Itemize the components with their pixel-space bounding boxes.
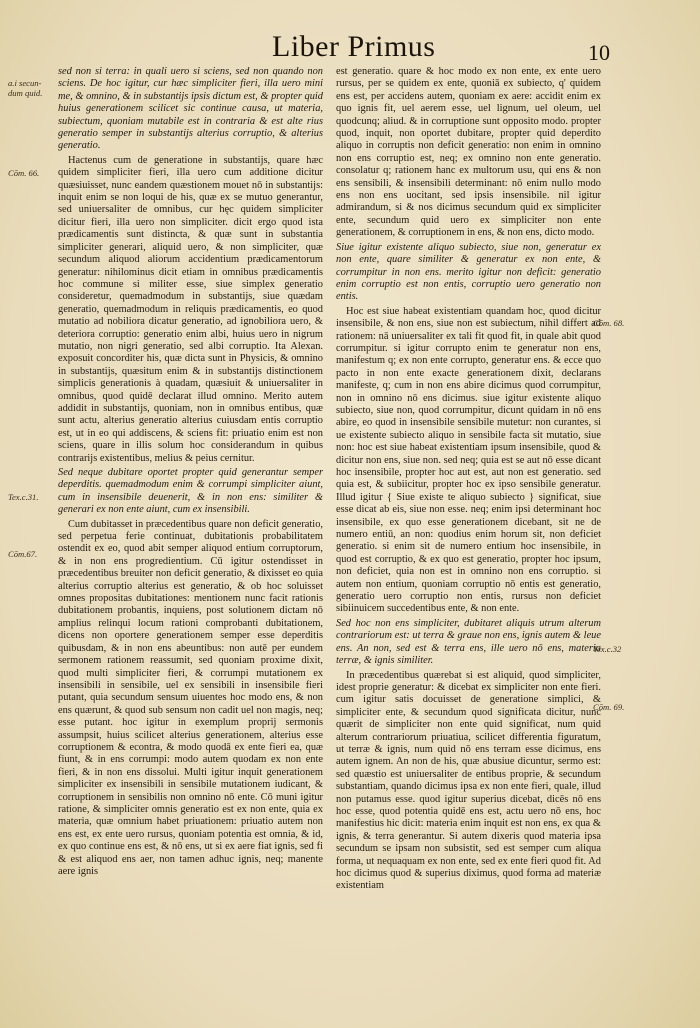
right-column-paragraph: Hoc est siue habeat existentiam quandam hoc, quod dicitur insensibile, & non ens, siue non est subiectum, nihil differt ad rationem: nā uniuersaliter ex tali fit quod fit, in quale abit quod corrumpitur. si igitur corrupto enim te generatur non ens, manifestum q; ex non ente corrupto, generatur ens. & ecce quo pacto in non ente exacte generationem dixit, declarans manifeste, q; cum in non ens abire dicimus quod corrumpitur, non in omnino nō ens dicimus. siue igitur existente aliquo subiecto, siue non, quod corrumpitur, dicunt quidam in nō ens abire, eo quod in insensibile sensibile mutetur: non curantes, si ue existente subiecto aliquo in sensibile facta sit mutatio, siue non: hoc est siue habeat existentiam ipsum insensibile, quod & dicitur non ens, siue non. sed neq; quia est se aut nō esse dicant hoc insensibile, propter hoc aut est, aut non est generatio. sed quia est, & subiicitur, propter hoc ex ipso sensibile generatur. Illud igitur { Siue existe te aliquo subiecto } significat, siue esse dicat ab eis, siue non esse. neq; enim ipsi determinant hoc insensibile, ex quo esse generationem dicebant, sit ne de numero entiū, an non: quodius enim horum sit, non deficiet generatio. si enim sit de numero entium hoc insensibile, in quod est corruptio, & ex quo est generatio, propter hoc ipsum, non deficiet, quia non est in omnino non ens corruptio. si autem non entium, quoniam corruptio nō entis est generatio, generatio uero corruptio non entis, rursus non deficiet sibiinuicem succedentibus ente, & non ente. [336, 305, 601, 615]
right-column-paragraph: In præcedentibus quærebat si est aliquid, quod simpliciter, idest proprie generatur: & dicebat ex simpliciter non ente fieri. cum igitur satis docuisset de generatione simplici, & simpliciter ente, & secundum quod significata dicitur, nunc quærit de simpliciter non ente quid significat, num quid alterum contrariorum priuatiua, scilicet differentia figuratum, ut terræ & ignis, num quid nō ens terram esse dicimus, ens autem ignem. An non de his, quæ abusiue dicuntur, sermo est: sed quæstio est uniuersaliter de entibus proprie, & secundum substantiam, quando dicimus ipsa ex non ente fieri, quale, illud non putamus esse. quod igitur superius dicebat, dicēs nō ens hoc esse, quod potentia quidē ens est, actu uero nō ens, hoc manifestius hic dicit: materia enim inquit est non ens, ex qua & ignis, & terra generantur. Si autem dixeris quod materia ipsa secundum se ipsam non subsistit, sed est semper cum aliqua forma, ut nequaquam ex non ente, sed ex ente fieri quod fit. Ad hoc dicimus quod & superius diximus, quod forma ad materiæ existentiam [336, 669, 601, 892]
margin-gloss: Cōm. 68. [593, 318, 625, 328]
margin-gloss: Tex.c.31. [8, 492, 39, 502]
right-column-paragraph: est generatio. quare & hoc modo ex non ente, ex ente uero rursus, per se quidem ex ente, quoniā ex subiecto, q' quidem ens est, per accidens autem, quoniam ex aere: accidit enim ex quo ignis fit, uel aerem esse, uel lignum, uel oleum, uel quodcunq; aliud. & in corruptione sunt opposito modo. propter quod, inquit, non oportet dubitare, propter quid deperdito aliquo in corruptis non deficit generatio: non enim in omnino non ens corruptio est, neq; ex omnino non ente generatio. consolatur q; rationem hanc ex multorum usu, qui ens & non ens sensibili, & insensibili determinant: nō enim nullo modo ens non ens uocitant, sed ipsis insensibile. nil igitur admirandum, si & nos dicimus secundum quid ex simpliciter ente, secundum quid uero ex simpliciter non ente generationem, & corruptionem in ens, & non ens, dicto modo. [336, 66, 601, 239]
left-column-paragraph: Hactenus cum de generatione in substantijs, quare hæc quidem simpliciter fieri, illa uero cum additione dicitur quæsiuisset, nunc eandem quæstionem mouet nō in substantijs: inquit enim se non loqui de his, quæ ex se mutuo generantur, sed uniuersaliter de omnibus, cur hęc quidem simpliciter dicitur fieri, illa uero non simpliciter. dicit ergo quod ista prædicamentis sunt distincta, & quæ sunt in substantia simpliciter generari, aliquid uero, & non simpliciter, quæ secundum aliquod aliorum accidentium prædicamentorum generatur: nihilominus dicit etiam in omnibus prædicamentis hoc commune si militer esse, siue simplex generatio consideretur, quemadmodum in substantijs, siue quædam generatio, quemadmodum in reliquis prædicamentis, eo quod mutatio ad nobiliora dicatur generatio, ad ignobiliora uero, & deteriora corruptio: generatio enim albi, huius uero in nigrum mutatio, non nigri generatio, sed albi corruptio. Ita Alexan. exposuit concorditer his, quæ dicta sunt in Physicis, & omnino in substantijs, quæsitum enim & in substantijs distinctionem simplicis generationis à quadam, quæsiuit & uniuersaliter in omnibus, quod quidē declarat illud omnino. Merito autem addidit in substantijs, quoniam, non in omnibus entibus, quæ sunt actu, alterius generatio alterius cuiusdam entis corruptio est, ut in eo qui addiscens, & sciens fit: priuatio enim est non sciens, quare in illis solum hoc considerandum in quibus contrarijs existentibus, melius & peius cernitur. [58, 154, 323, 464]
margin-gloss: Cōm.67. [8, 549, 38, 559]
left-column-paragraph: sed non si terra: in quali uero si sciens, sed non quando non sciens. De hoc igitur, cur hæc simpliciter fieri, illa uero mini me, & omnino, & in substantijs ipsis dictum est, & propter quid huius generationem scilicet sic continue causa, ut materia, subiectum, quoniam mutabile est in contraria & est alte rius generatio semper in substantijs alterius corruptio, & alterius generatio. [58, 66, 323, 152]
right-column-paragraph: Sed hoc non ens simpliciter, dubitaret aliquis utrum alterum contrariorum est: ut terra & graue non ens, ignis autem & leue ens. An non, sed est & terra ens, ille uero nō ens, materia terræ, & ignis similiter. [336, 617, 601, 667]
left-text-column [58, 66, 323, 880]
margin-gloss: Tex.c.32 [593, 644, 622, 654]
page-number: 10 [588, 40, 610, 65]
running-title: Liber Primus [272, 30, 436, 63]
right-column-paragraph: Siue igitur existente aliquo subiecto, siue non, generatur ex non ente, quare similiter & generatur ex non ente, & corrumpitur in non ens. merito igitur non deficit: generatio enim corruptio est non entis, corruptio uero generatio non entis. [336, 241, 601, 303]
left-column-paragraph: Sed neque dubitare oportet propter quid generantur semper deperditis. quemadmodum enim & corrumpi simpliciter aiunt, cum in insensibile deuenerit, & in non ens: similiter & generari ex non ente aiunt, cum ex insensibili. [58, 467, 323, 516]
margin-gloss: Cōm. 69. [593, 702, 625, 712]
margin-gloss: a.i secun- dum quid. [8, 78, 43, 98]
right-text-column [336, 66, 601, 895]
margin-gloss: Cōm. 66. [8, 168, 40, 178]
left-column-paragraph: Cum dubitasset in præcedentibus quare non deficit generatio, sed perpetua ferie continuat, dubitationis probabilitatem ostendit ex eo, quod abit semper aliquod entium corruptorum, & in non ens progredientium. Cū igitur ostendisset in præcedentibus breuiter non deficit generatio, & dixisset eo quia alterius corruptio alterius est generatio, & ob hoc soluisset omnes propositas dubitationes: mentionem nunc facit rationis dubitationem probantis, inquiens, post solutionem dictam nō amplius relinqui locum rationi comprobanti dubitationem, dicens non oportere generationem semper esse deperditis quibusdam, & in non ens abeuntibus: non autē per eundem sermonem rationem reassumit, sed quoniam proxime dixit, quod multi simpliciter fieri, & corrumpi mutationem ex insensibili in sensibile, uel ex sensibili in insensibile fieri putant, quia secundum sensum uiuentes hoc modo ens, & non ens quærunt, & quod sub sensum non cadit uel non magis, neq; esse putant. hoc igitur in exemplum proprij sermonis assumpsit, huius scilicet alterius generationem, alterius esse corruptionem & econtra, & modo quodā ex ente fieri ea, quæ fiunt, & in ens corrumpi: modo autem quodam ex non ente fieri, & in non ens dissolui. Multi igitur inquit generationem simpliciter ex insensibili in sensibile mutationem iudicant, & corruptionem in sensibilis non omnino nō ente. Cō muni igitur ratione, & simpliciter omnis generatio est ex non ente, quia ex materia, quæ omnium habet priuationem: priuatio autem non ens est, ex ente uero rursus, quoniam potentia est omnia, & id, ex quo continue ens est, & nō ens, ut si ex aere fiat ignis, sed fi & est aliquod ens aer, non tamen adhuc ignis, neq; manente aere ignis [58, 518, 323, 877]
